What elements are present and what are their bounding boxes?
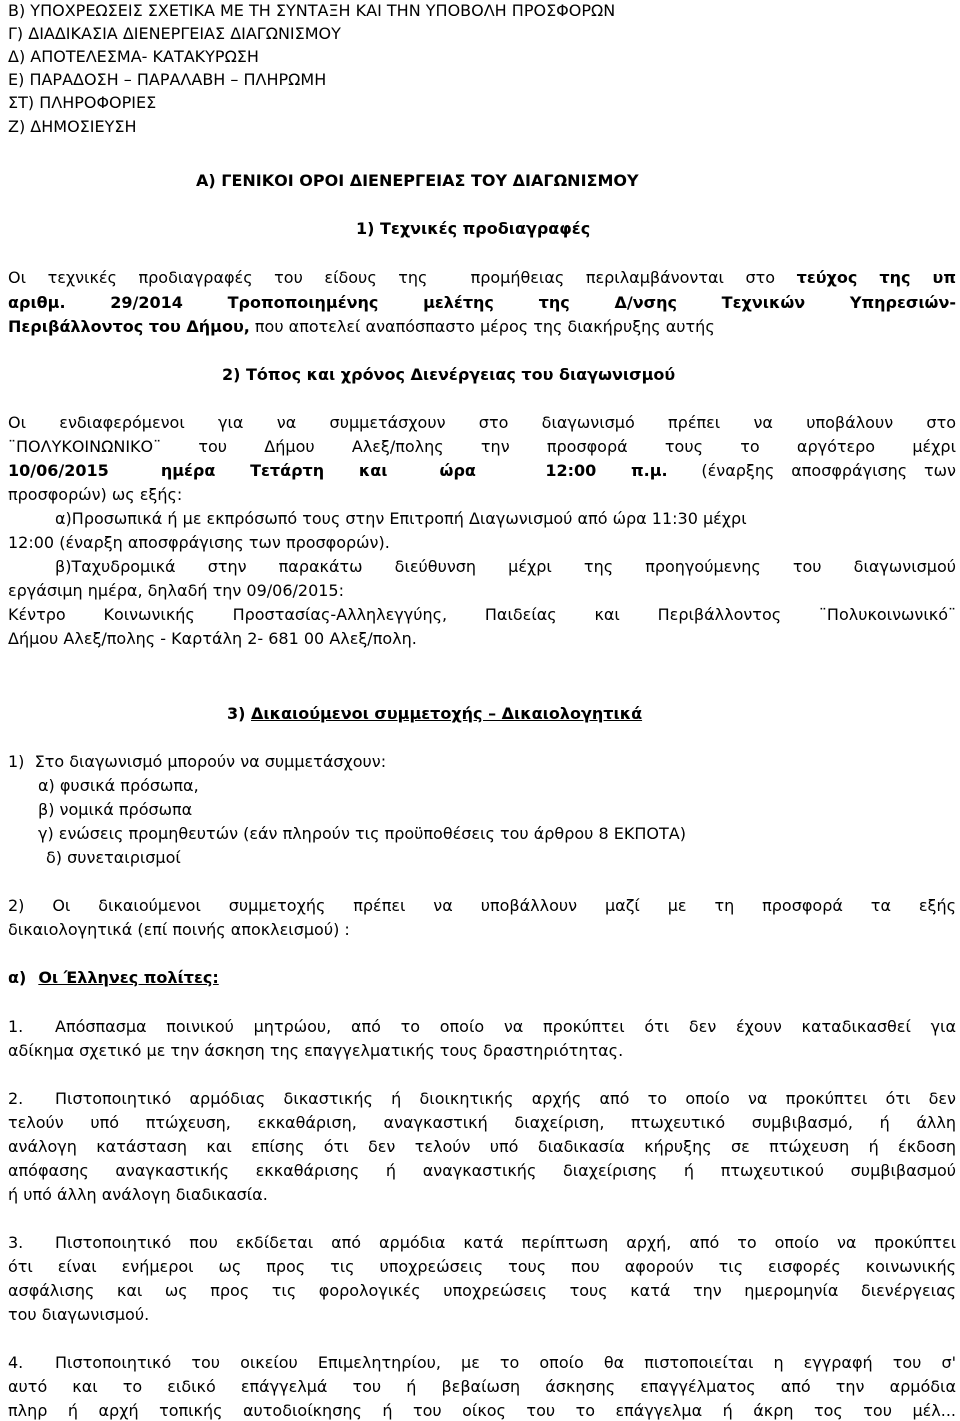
place-line-9: Κέντρο Κοινωνικής Προστασίας-Αλληλεγγύης, Παιδείας και Περιβάλλοντος ¨Πολυκοινωνικό¨ xyxy=(8,605,956,624)
place-line-8: εργάσιμη ημέρα, δηλαδή την 09/06/2015: xyxy=(8,581,344,600)
item-2-line-4: απόφασης αναγκαστικής εκκαθάρισης ή αναγκαστικής διαχείρισης ή πτωχευτικού συμβιβασμού xyxy=(8,1161,956,1180)
contents-item-st: ΣΤ) ΠΛΗΡΟΦΟΡΙΕΣ xyxy=(8,93,157,112)
specs-line-1: Οι τεχνικές προδιαγραφές του είδους της προμήθειας περιλαμβάνονται στο τεύχος της υπ xyxy=(8,268,957,287)
specs-line-2: αριθμ. 29/2014 Τροποποιημένης μελέτης της Δ/νσης Τεχνικών Υπηρεσιών- xyxy=(8,293,956,312)
participants-intro: 1) Στο διαγωνισμό μπορούν να συμμετάσχουν: xyxy=(8,752,387,771)
contents-item-c: Γ) ΔΙΑΔΙΚΑΣΙΑ ΔΙΕΝΕΡΓΕΙΑΣ ΔΙΑΓΩΝΙΣΜΟΥ xyxy=(8,24,341,43)
heading-technical-specs: 1) Τεχνικές προδιαγραφές xyxy=(356,219,591,238)
contents-item-z: Ζ) ΔΗΜΟΣΙΕΥΣΗ xyxy=(8,117,137,136)
item-4-number: 4. xyxy=(8,1353,24,1372)
docs-line-1: 2) Οι δικαιούμενοι συμμετοχής πρέπει να υποβάλλουν μαζί με τη προσφορά τα εξής xyxy=(8,896,956,915)
item-2-number: 2. xyxy=(8,1089,24,1108)
item-3-line-1: Πιστοποιητικό που εκδίδεται από αρμόδια κατά περίπτωση αρχή, από το οποίο να προκύπτει xyxy=(55,1233,956,1252)
item-3-line-3: ασφάλισης και ως προς τις φορολογικές υποχρεώσεις τους κατά την ημερομηνία διενέργειας xyxy=(8,1281,956,1300)
place-line-7: β)Ταχυδρομικά στην παρακάτω διεύθυνση μέχρι της προηγούμενης του διαγωνισμού xyxy=(55,557,956,576)
item-2-line-1: Πιστοποιητικό αρμόδιας δικαστικής ή διοικητικής αρχής από το οποίο να προκύπτει ότι δεν xyxy=(55,1089,956,1108)
sub-a-heading: α) Οι Έλληνες πολίτες: xyxy=(8,968,219,987)
contents-item-b: Β) ΥΠΟΧΡΕΩΣΕΙΣ ΣΧΕΤΙΚΑ ΜΕ ΤΗ ΣΥΝΤΑΞΗ ΚΑΙ ΤΗΝ ΥΠΟΒΟΛΗ ΠΡΟΣΦΟΡΩΝ xyxy=(8,1,616,20)
heading-participants: 3) Δικαιούμενοι συμμετοχής – Δικαιολογητικά xyxy=(227,704,643,723)
item-4-line-3: πληρ ή αρχή τοπικής αυτοδιοίκησης ή του οίκος του το επάγγελμα ή άκρη τος του μέλ... xyxy=(8,1401,956,1420)
item-3-line-2: ότι είναι ενήμεροι ως προς τις υποχρεώσεις τους που αφορούν τις εισφορές κοινωνικής xyxy=(8,1257,956,1276)
item-3-line-4: του διαγωνισμού. xyxy=(8,1305,150,1324)
item-4-line-2: αυτό και το ειδικό επάγγελμά του ή βεβαίωση άσκησης επαγγέλματος από την αρμόδια xyxy=(8,1377,956,1396)
item-1-line-2: αδίκημα σχετικό με την άσκηση της επαγγελματικής τους δραστηριότητας. xyxy=(8,1041,624,1060)
place-line-2: ¨ΠΟΛΥΚΟΙΝΩΝΙΚΟ¨ του Δήμου Αλεξ/πολης την προσφορά τους το αργότερο μέχρι xyxy=(8,437,956,456)
place-line-6: 12:00 (έναρξη αποσφράγισης των προσφορών). xyxy=(8,533,390,552)
participant-d: δ) συνεταιρισμοί xyxy=(46,848,181,867)
contents-item-d: Δ) ΑΠΟΤΕΛΕΣΜΑ- ΚΑΤΑΚΥΡΩΣΗ xyxy=(8,47,259,66)
docs-line-2: δικαιολογητικά (επί ποινής αποκλεισμού) : xyxy=(8,920,350,939)
place-line-4: προσφορών) ως εξής: xyxy=(8,485,183,504)
item-2-line-3: ανάλογη κατάσταση και επίσης ότι δεν τελούν υπό διαδικασία κήρυξης σε πτώχευση ή έκδοση xyxy=(8,1137,956,1156)
participant-a: α) φυσικά πρόσωπα, xyxy=(38,776,199,795)
participant-b: β) νομικά πρόσωπα xyxy=(38,800,193,819)
item-2-line-2: τελούν υπό πτώχευση, εκκαθάριση, αναγκαστική διαχείριση, πτωχευτικό συμβιβασμό, ή άλλη xyxy=(8,1113,956,1132)
place-line-10: Δήμου Αλεξ/πολης - Καρτάλη 2- 681 00 Αλεξ/πολη. xyxy=(8,629,417,648)
item-4-line-1: Πιστοποιητικό του οικείου Επιμελητηρίου, με το οποίο θα πιστοποιείται η εγγραφή του σ' xyxy=(55,1353,956,1372)
participant-c: γ) ενώσεις προμηθευτών (εάν πληρούν τις προϋποθέσεις του άρθρου 8 ΕΚΠΟΤΑ) xyxy=(38,824,686,843)
place-line-3: 10/06/2015 ημέρα Τετάρτη και ώρα 12:00 π.μ. (έναρξης αποσφράγισης των xyxy=(8,461,956,480)
contents-item-e: Ε) ΠΑΡΑΔΟΣΗ – ΠΑΡΑΛΑΒΗ – ΠΛΗΡΩΜΗ xyxy=(8,70,327,89)
item-3-number: 3. xyxy=(8,1233,24,1252)
place-line-1: Οι ενδιαφερόμενοι για να συμμετάσχουν στο διαγωνισμό πρέπει να υποβάλουν στο xyxy=(8,413,956,432)
place-line-5: α)Προσωπικά ή με εκπρόσωπό τους στην Επιτροπή Διαγωνισμού από ώρα 11:30 μέχρι xyxy=(55,509,747,528)
item-1-line-1: Απόσπασμα ποινικού μητρώου, από το οποίο να προκύπτει ότι δεν έχουν καταδικασθεί για xyxy=(55,1017,956,1036)
specs-line-3: Περιβάλλοντος του Δήμου, που αποτελεί αναπόσπαστο μέρος της διακήρυξης αυτής xyxy=(8,317,715,336)
section-a-title: Α) ΓΕΝΙΚΟΙ ΟΡΟΙ ΔΙΕΝΕΡΓΕΙΑΣ ΤΟΥ ΔΙΑΓΩΝΙΣΜΟΥ xyxy=(196,171,639,190)
item-1-number: 1. xyxy=(8,1017,24,1036)
item-2-line-5: ή υπό άλλη ανάλογη διαδικασία. xyxy=(8,1185,268,1204)
heading-place-time: 2) Τόπος και χρόνος Διενέργειας του διαγωνισμού xyxy=(222,365,676,384)
